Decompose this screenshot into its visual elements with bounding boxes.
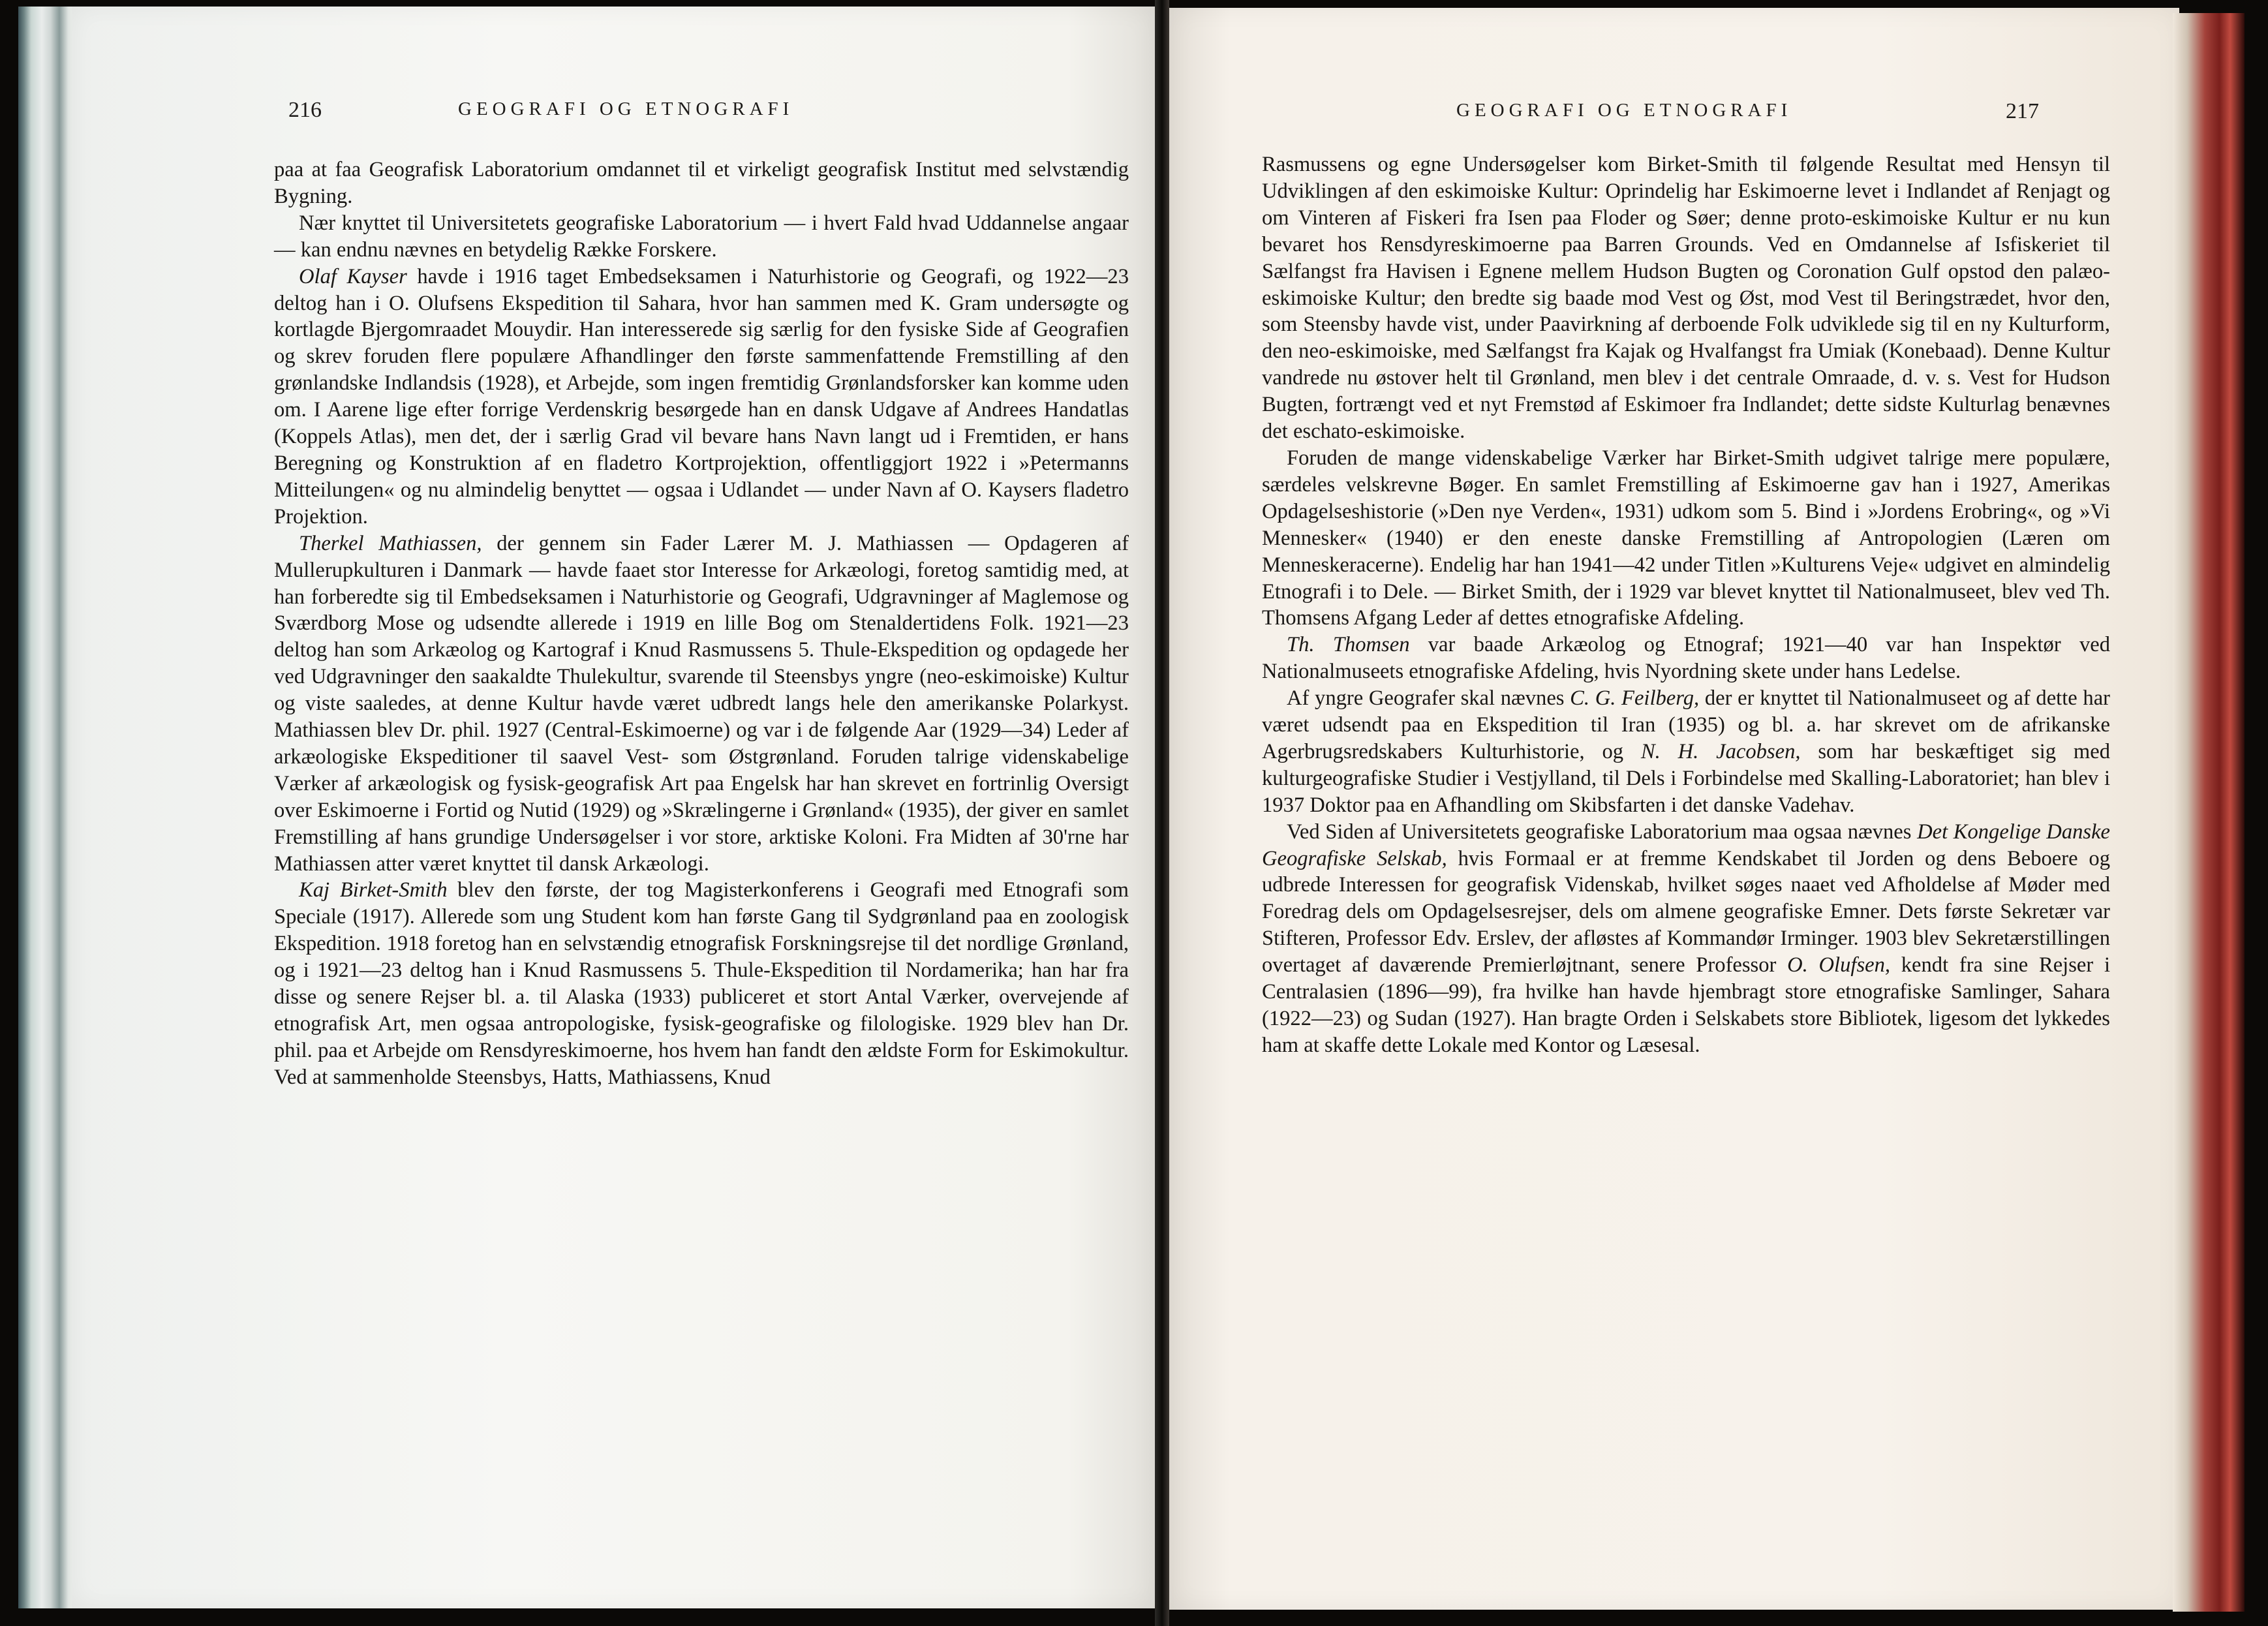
right-page: [1169, 8, 2179, 1610]
paragraph: Rasmussens og egne Undersøgelser kom Birket-Smith til følgende Resultat med Hensyn til Udviklingen af den eskimoiske Kultur: Oprindelig har Eskimoerne levet i Indlandet af Renjagt og om Vinteren af Fiskeri fra Isen paa Floder og Søer; denne proto-eskimoiske Kultur er nu kun bevaret hos Rensdyreskimoerne paa Barren Grounds. Ved en Omdannelse af Isfiskeriet til Sælfangst fra Havisen i Egnene mellem Hudson Bugten og Coronation Gulf opstod den palæo-eskimoiske Kultur; den bredte sig baade mod Vest og Øst, mod Vest til Beringstrædet, hvor den, som Steensby havde vist, under Paavirkning af derboende Folk udviklede sig til en ny Kulturform, den neo-eskimoiske, med Sælfangst fra Kajak og Hvalfangst fra Umiak (Konebaad). Denne Kultur vandrede nu østover helt til Grønland, men blev i det centrale Omraade, d. v. s. Vest for Hudson Bugten, fortrængt ved et nyt Fremstød af Eskimoer fra Indlandet; dette sidste Kulturlag benævnes det eschato-eskimoiske.: [1262, 153, 2110, 444]
person-name: Olaf Kayser: [299, 264, 407, 288]
person-name: O. Olufsen,: [1787, 953, 1891, 977]
book-gutter: [1155, 0, 1169, 1626]
paragraph: Foruden de mange videnskabelige Værker har Birket-Smith udgivet talrige mere populære, særdeles velskrevne Bøger. En samlet Fremstilling af Eskimoerne gav han i 1927, Amerikas Opdagelseshistorie (»Den nye Verden«, 1931) udkom som 5. Bind i »Jordens Erobring«, og »Vi Mennesker« (1940) er den eneste danske Fremstilling af Antropologien (Læren om Menneskeracerne). Endelig har han 1941—42 under Titlen »Kulturens Veje« udgivet en almindelig Etnografi i to Dele. — Birket Smith, der i 1929 var blevet knyttet til Nationalmuseet, blev ved Th. Thomsens Afgang Leder af dettes etnografiske Afdeling.: [1262, 446, 2110, 630]
paragraph: paa at faa Geografisk Laboratorium omdannet til et virkeligt geografisk Institut med selvstændig Bygning.: [274, 158, 1129, 208]
page-number-right: 217: [2006, 99, 2039, 123]
society-name: Det Kongelige Danske Geografiske Selskab,: [1262, 820, 2110, 870]
paragraph: Therkel Mathiassen, der gennem sin Fader Lærer M. J. Mathiassen — Opdageren af Mullerupkulturen i Danmark — havde faaet stor Interesse for Arkæologi, foretog samtidig med, at han forberedte sig til Embedseksamen i Naturhistorie og Geografi, Udgravninger af Maglemose og Sværdborg Mose og udsendte allerede i 1919 en lille Bog om Stenaldertidens Folk. 1921—23 deltog han som Arkæolog og Kartograf i Knud Rasmussens 5. Thule-Ekspedition og opdagede her ved Udgravninger den saakaldte Thulekultur, svarende til Steensbys yngre (neo-eskimoiske) Kultur og viste saaledes, at denne Kultur havde været udbredt langs hele den amerikanske Polarkyst. Mathiassen blev Dr. phil. 1927 (Central-Eskimoerne) og var i de følgende Aar (1929—34) Leder af arkæologiske Ekspeditioner til saavel Vest- som Østgrønland. Foruden talrige videnskabelige Værker af arkæologisk og fysisk-geografisk Art paa Engelsk har han skrevet en fortrinlig Oversigt over Eskimoerne i Fortid og Nutid (1929) og »Skrælingerne i Grønland« (1935), der giver en samlet Fremstilling af hans grundige Undersøgelser i vor store, arktiske Koloni. Fra Midten af 30'rne har Mathiassen atter været knyttet til dansk Arkæologi.: [274, 531, 1129, 876]
person-name: Th. Thomsen: [1287, 633, 1410, 657]
person-name: N. H. Jacobsen,: [1640, 739, 1801, 763]
right-page-stack-edge: [2173, 13, 2245, 1612]
person-name: Kaj Birket-Smith: [299, 878, 448, 902]
left-page-stack-edge: [18, 7, 77, 1608]
person-name: C. G. Feilberg,: [1570, 686, 1700, 711]
left-page: [72, 7, 1155, 1608]
running-title-left: GEOGRAFI OG ETNOGRAFI: [458, 99, 794, 119]
paragraph: Nær knyttet til Universitetets geografiske Laboratorium — i hvert Fald hvad Uddannelse angaar — kan endnu nævnes en betydelig Række Forskere.: [274, 211, 1129, 262]
running-title-right: GEOGRAFI OG ETNOGRAFI: [1456, 100, 1792, 121]
paragraph: Ved Siden af Universitetets geografiske Laboratorium maa ogsaa nævnes Det Kongelige Danske Geografiske Selskab, hvis Formaal er at fremme Kendskabet til Jorden og dens Beboere og udbrede Interessen for geografisk Videnskab, hvilket søges naaet ved Afholdelse af Møder med Foredrag dels om Opdagelsesrejser, dels om almene geografiske Emner. Dets første Sekretær var Stifteren, Professor Edv. Erslev, der afløstes af Kommandør Irminger. 1903 blev Sekretærstillingen overtaget af daværende Premierløjtnant, senere Professor O. Olufsen, kendt fra sine Rejser i Centralasien (1896—99), fra hvilke han havde hjembragt store etnografiske Samlinger, Sahara (1922—23) og Sudan (1927). Han bragte Orden i Selskabets store Bibliotek, ligesom det lykkedes ham at skaffe dette Lokale med Kontor og Læsesal.: [1262, 820, 2110, 1057]
page-number-left: 216: [288, 98, 322, 122]
paragraph: Af yngre Geografer skal nævnes C. G. Feilberg, der er knyttet til Nationalmuseet og af dette har været udsendt paa en Ekspedition til Iran (1935) og bl. a. har skrevet om de afrikanske Agerbrugsredskabers Kulturhistorie, og N. H. Jacobsen, som har beskæftiget sig med kulturgeografiske Studier i Vestjylland, til Dels i Forbindelse med Skalling-Laboratoriet; han blev i 1937 Doktor paa en Afhandling om Skibsfarten i det danske Vadehav.: [1262, 686, 2111, 817]
paragraph: Kaj Birket-Smith blev den første, der tog Magisterkonferens i Geografi med Etnografi som Speciale (1917). Allerede som ung Student kom han første Gang til Sydgrønland paa en zoologisk Ekspedition. 1918 foretog han en selvstændig etnografisk Forskningsrejse til det nordlige Grønland, og i 1921—23 deltog han i Knud Rasmussens 5. Thule-Ekspedition til Nordamerika; han har fra disse og senere Rejser bl. a. til Alaska (1933) publiceret et stort Antal Værker, overvejende af etnografisk Art, men ogsaa antropologiske, fysisk-geografiske og filologiske. 1929 blev han Dr. phil. paa et Arbejde om Rensdyreskimoerne, hos hvem han fandt den ældste Form for Eskimokultur. Ved at sammenholde Steensbys, Hatts, Mathiassens, Knud: [274, 878, 1129, 1089]
left-body-text: [274, 157, 1129, 1091]
paragraph: Th. Thomsen var baade Arkæolog og Etnograf; 1921—40 var han Inspektør ved Nationalmuseets etnografiske Afdeling, hvis Nyordning skete under hans Ledelse.: [1262, 633, 2110, 684]
paragraph: Olaf Kayser havde i 1916 taget Embedseksamen i Naturhistorie og Geografi, og 1922—23 deltog han i O. Olufsens Ekspedition til Sahara, hvor han sammen med K. Gram undersøgte og kortlagde Bjergomraadet Mouydir. Han interesserede sig særlig for den fysiske Side af Geografien og skrev foruden flere populære Afhandlinger den første sammenfattende Fremstilling af den grønlandske Indlandsis (1928), et Arbejde, som ingen fremtidig Grønlandsforsker kan komme uden om. I Aarene lige efter forrige Verdenskrig besørgede han en dansk Udgave af Andrees Handatlas (Koppels Atlas), men det, der i særlig Grad vil bevare hans Navn langt ud i Fremtiden, er hans Beregning og Konstruktion af en fladetro Kortprojektion, offentliggjort 1922 i »Petermanns Mitteilungen« og nu almindelig benyttet — ogsaa i Udlandet — under Navn af O. Kaysers fladetro Projektion.: [274, 264, 1129, 529]
person-name: Therkel Mathiassen,: [299, 531, 482, 555]
right-body-text: [1262, 151, 2110, 1059]
